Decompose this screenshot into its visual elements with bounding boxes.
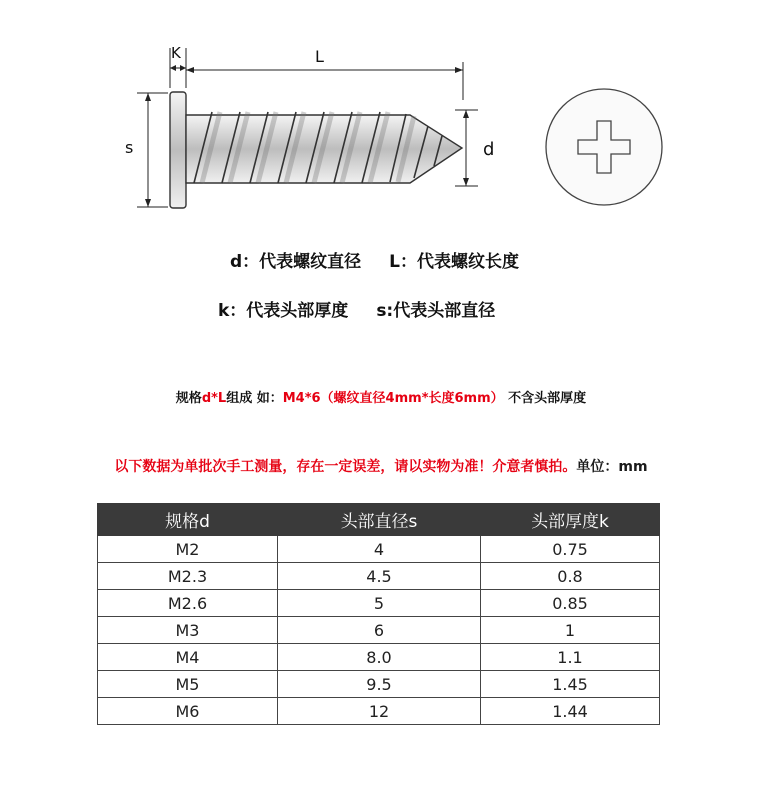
table-row	[98, 617, 660, 644]
table-row	[98, 698, 660, 725]
dimension-l	[186, 47, 463, 100]
cell-head-thickness: 1.1	[481, 644, 660, 671]
cell-spec: M2.6	[98, 590, 278, 617]
label-k: K	[171, 44, 181, 62]
cell-head-thickness: 0.8	[481, 563, 660, 590]
table-row	[98, 590, 660, 617]
cell-head-diameter: 8.0	[278, 644, 481, 671]
cell-spec: M2	[98, 536, 278, 563]
dimension-s	[125, 93, 168, 207]
cell-spec: M3	[98, 617, 278, 644]
spec-table	[97, 503, 660, 725]
screw-shank	[186, 112, 462, 183]
legend-row-2	[218, 296, 523, 321]
screw-head-top-view	[546, 89, 662, 205]
cell-head-thickness: 0.75	[481, 536, 660, 563]
cell-head-diameter: 12	[278, 698, 481, 725]
legend-row-1	[230, 247, 547, 272]
legend-k: k：代表头部厚度	[218, 301, 349, 321]
table-row	[98, 536, 660, 563]
cell-head-diameter: 6	[278, 617, 481, 644]
cell-head-diameter: 5	[278, 590, 481, 617]
unit-label: 单位：mm	[576, 459, 648, 475]
cell-spec: M6	[98, 698, 278, 725]
table-header-row	[98, 504, 660, 536]
measurement-warning: 以下数据为单批次手工测量，存在一定误差，请以实物为准！介意者慎拍。	[114, 459, 577, 475]
cell-spec: M4	[98, 644, 278, 671]
header-head-thickness: 头部厚度k	[481, 504, 660, 536]
legend-s: s:代表头部直径	[376, 301, 496, 321]
screw-head-side	[170, 92, 186, 208]
cell-head-diameter: 9.5	[278, 671, 481, 698]
cell-head-thickness: 1	[481, 617, 660, 644]
cell-head-diameter: 4	[278, 536, 481, 563]
header-spec: 规格d	[98, 504, 278, 536]
legend-d: d：代表螺纹直径	[230, 252, 362, 272]
cell-head-thickness: 1.44	[481, 698, 660, 725]
header-head-diameter: 头部直径s	[278, 504, 481, 536]
cell-head-diameter: 4.5	[278, 563, 481, 590]
spec-composition-note: 规格d*L组成 如：M4*6（螺纹直径4mm*长度6mm） 不含头部厚度	[175, 391, 587, 406]
cell-spec: M5	[98, 671, 278, 698]
table-row	[98, 563, 660, 590]
cell-head-thickness: 0.85	[481, 590, 660, 617]
label-d: d	[483, 139, 495, 160]
screw-dimension-diagram	[0, 0, 762, 230]
label-s: s	[125, 138, 134, 157]
cell-spec: M2.3	[98, 563, 278, 590]
legend-l: L：代表螺纹长度	[389, 252, 520, 272]
dimension-k	[170, 44, 186, 88]
measurement-notice	[0, 456, 762, 476]
cell-head-thickness: 1.45	[481, 671, 660, 698]
table-row	[98, 644, 660, 671]
table-row	[98, 671, 660, 698]
label-l: L	[315, 47, 324, 66]
